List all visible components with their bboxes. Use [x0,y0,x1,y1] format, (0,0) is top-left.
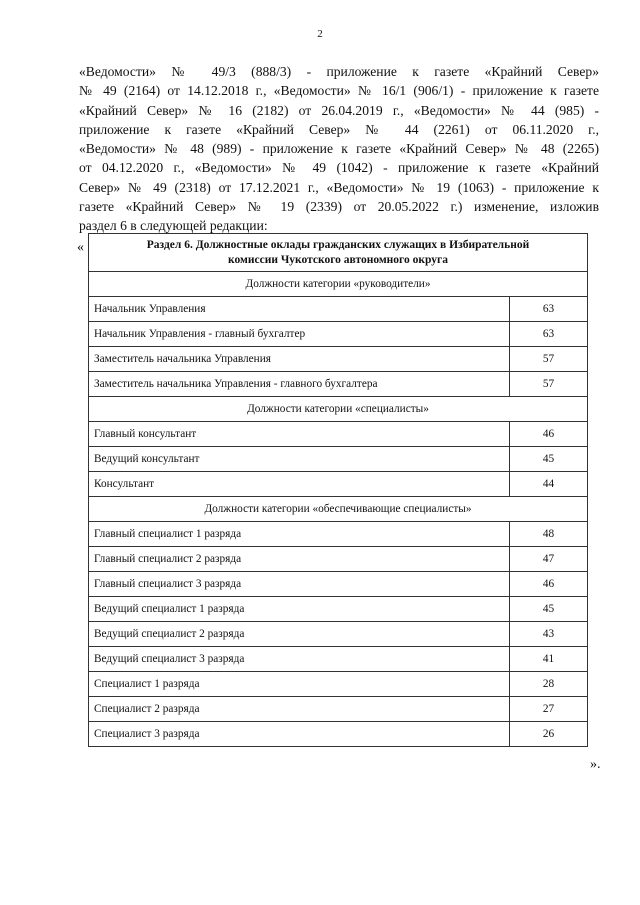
table-row [89,647,588,672]
table-row [89,622,588,647]
table-row [89,722,588,747]
salary-value: 43 [510,622,588,647]
position-name: Консультант [89,472,510,497]
position-name: Ведущий специалист 2 разряда [89,622,510,647]
position-name: Ведущий специалист 3 разряда [89,647,510,672]
salary-value: 45 [510,447,588,472]
intro-line: приложение к газете «Крайний Север» № 44 (2261) от 06.11.2020 г., [79,121,599,137]
position-name: Начальник Управления - главный бухгалтер [89,322,510,347]
position-name: Главный специалист 3 разряда [89,572,510,597]
salary-value: 47 [510,547,588,572]
table-row [89,547,588,572]
intro-line: газете «Крайний Север» № 19 (2339) от 20.05.2022 г.) изменение, изложив [79,199,599,215]
position-name: Специалист 1 разряда [89,672,510,697]
position-name: Главный консультант [89,422,510,447]
salary-value: 48 [510,522,588,547]
salary-value: 26 [510,722,588,747]
table-row [89,322,588,347]
table-row [89,572,588,597]
opening-quote: « [77,240,84,255]
section-title-line: комиссии Чукотского автономного округа [228,253,448,266]
position-name: Ведущий специалист 1 разряда [89,597,510,622]
salary-value: 41 [510,647,588,672]
category-row [89,397,588,422]
position-name: Главный специалист 1 разряда [89,522,510,547]
category-title: Должности категории «специалисты» [89,397,588,422]
salary-value: 57 [510,347,588,372]
table-row [89,422,588,447]
salary-value: 46 [510,572,588,597]
intro-line: «Ведомости» № 48 (989) - приложение к газете «Крайний Север» № 48 (2265) [79,141,599,157]
intro-line: раздел 6 в следующей редакции: [79,218,268,234]
salary-value: 57 [510,372,588,397]
table-row [89,347,588,372]
position-name: Специалист 2 разряда [89,697,510,722]
intro-line: Север» № 49 (2318) от 17.12.2021 г., «Ведомости» № 19 (1063) - приложение к [79,179,599,195]
section-title-line: Раздел 6. Должностные оклады гражданских служащих в Избирательной [146,238,530,251]
salary-value: 45 [510,597,588,622]
table-row [89,522,588,547]
table-row [89,372,588,397]
salary-value: 44 [510,472,588,497]
intro-line: от 04.12.2020 г., «Ведомости» № 49 (1042) - приложение к газете «Крайний [79,160,599,176]
position-name: Главный специалист 2 разряда [89,547,510,572]
salary-value: 46 [510,422,588,447]
intro-line: «Крайний Север» № 16 (2182) от 26.04.2019 г., «Ведомости» № 44 (985) - [79,102,599,118]
category-row [89,497,588,522]
table-row [89,697,588,722]
intro-line: «Ведомости» № 49/3 (888/3) - приложение к газете «Крайний Север» [79,64,599,79]
category-row [89,272,588,297]
position-name: Специалист 3 разряда [89,722,510,747]
position-name: Ведущий консультант [89,447,510,472]
category-title: Должности категории «руководители» [89,272,588,297]
intro-paragraph [79,62,599,236]
salary-table [88,233,588,747]
position-name: Заместитель начальника Управления - главного бухгалтера [89,372,510,397]
salary-value: 27 [510,697,588,722]
table-row [89,297,588,322]
closing-quote: ». [590,757,601,772]
table-header-row [89,234,588,272]
table-row [89,672,588,697]
page-number: 2 [317,28,323,40]
table-row [89,597,588,622]
salary-value: 28 [510,672,588,697]
table-row [89,447,588,472]
intro-line: № 49 (2164) от 14.12.2018 г., «Ведомости» № 16/1 (906/1) - приложение к газете [79,83,599,99]
table-row [89,472,588,497]
salary-value: 63 [510,322,588,347]
category-title: Должности категории «обеспечивающие специалисты» [89,497,588,522]
position-name: Начальник Управления [89,297,510,322]
salary-value: 63 [510,297,588,322]
position-name: Заместитель начальника Управления [89,347,510,372]
section-title [89,234,588,272]
